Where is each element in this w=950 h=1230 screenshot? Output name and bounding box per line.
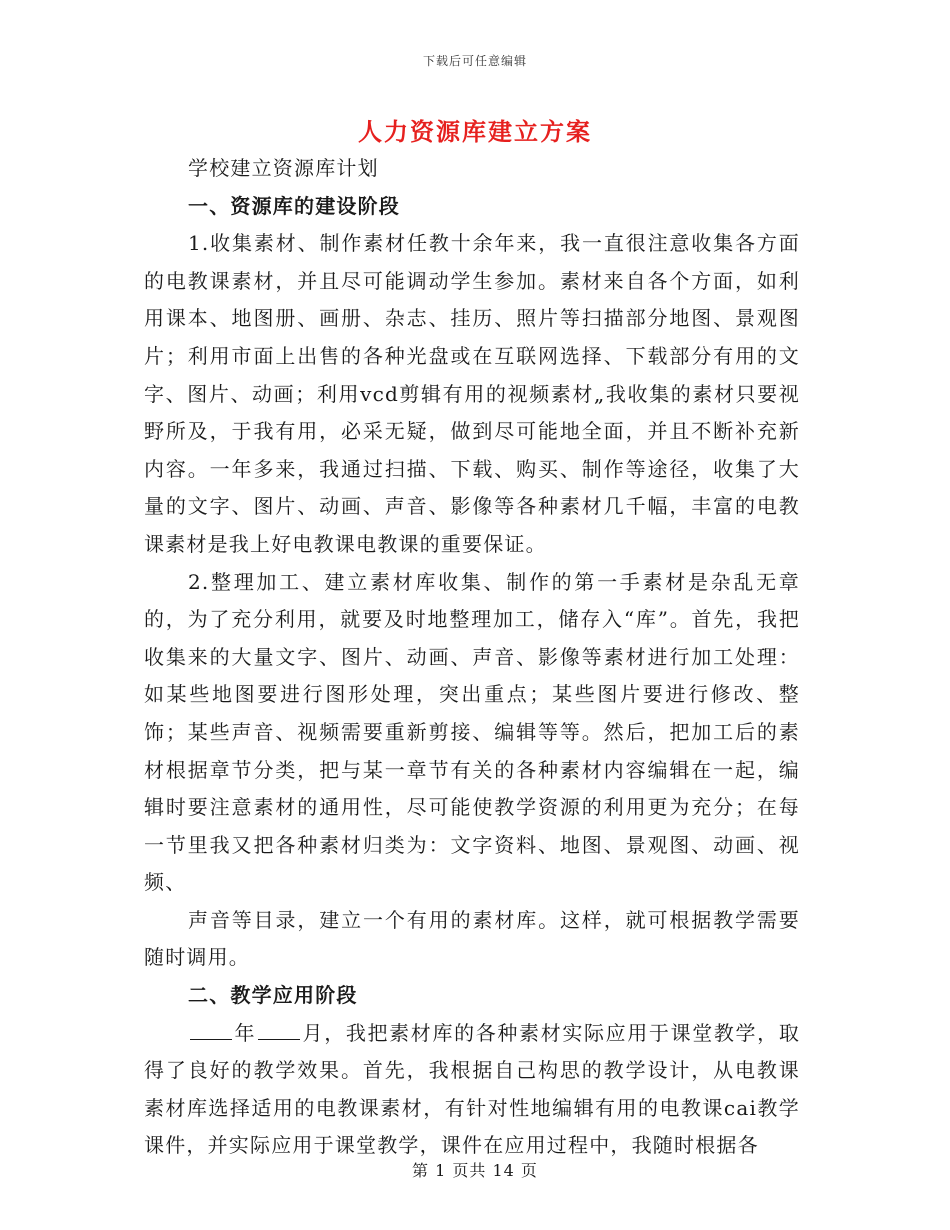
month-label: 月 [302,1020,325,1045]
paragraph-2: 2.整理加工、建立素材库收集、制作的第一手素材是杂乱无章的，为了充分利用，就要及时地整理加工，储存入“库”。首先，我把收集来的大量文字、图片、动画、声音、影像等素材进行加工处理：如某些地图要进行图形处理，突出重点；某些图片要进行修改、整饰；某些声音、视频需要重新剪接、编辑等等。然后，把加工后的素材根据章节分类，把与某一章节有关的各种素材内容编辑在一起，编辑时要注意素材的通用性，尽可能使教学资源的利用更为充分；在每一节里我又把各种素材归类为：文字资料、地图、景观图、动画、视频、 [144,569,800,895]
document-subtitle: 学校建立资源库计划 [188,156,379,180]
page-number: 第 1 页共 14 页 [412,1161,538,1180]
year-label: 年 [234,1020,257,1045]
blank-year [190,1019,232,1040]
paragraph-4-text: ，我把素材库的各种素材实际应用于课堂教学，取得了良好的教学效果。首先，我根据自己构思的教学设计，从电教课素材库选择适用的电教课素材，有针对性地编辑有用的电教课cai教学课件，并实际应用于课堂教学，课件在应用过程中，我随时根据各 [144,1020,801,1158]
section-heading-1: 一、资源库的建设阶段 [188,193,400,218]
blank-month [258,1019,300,1040]
document-body [144,150,800,1165]
paragraph-4 [144,1015,800,1165]
paragraph-1: 1.收集素材、制作素材任教十余年来，我一直很注意收集各方面的电教课素材，并且尽可能调动学生参加。素材来自各个方面，如利用课本、地图册、画册、杂志、挂历、照片等扫描部分地图、景观图片；利用市面上出售的各种光盘或在互联网选择、下载部分有用的文字、图片、动画；利用vcd剪辑有用的视频素材„我收集的素材只要视野所及，于我有用，必采无疑，做到尽可能地全面，并且不断补充新内容。一年多来，我通过扫描、下载、购买、制作等途径，收集了大量的文字、图片、动画、声音、影像等各种素材几千幅，丰富的电教课素材是我上好电教课电教课的重要保证。 [144,231,800,556]
section-heading-2: 二、教学应用阶段 [188,983,358,1008]
header-note: 下载后可任意编辑 [422,54,527,68]
paragraph-3: 声音等目录，建立一个有用的素材库。这样，就可根据教学需要随时调用。 [144,907,800,970]
document-title: 人力资源库建立方案 [358,117,592,146]
